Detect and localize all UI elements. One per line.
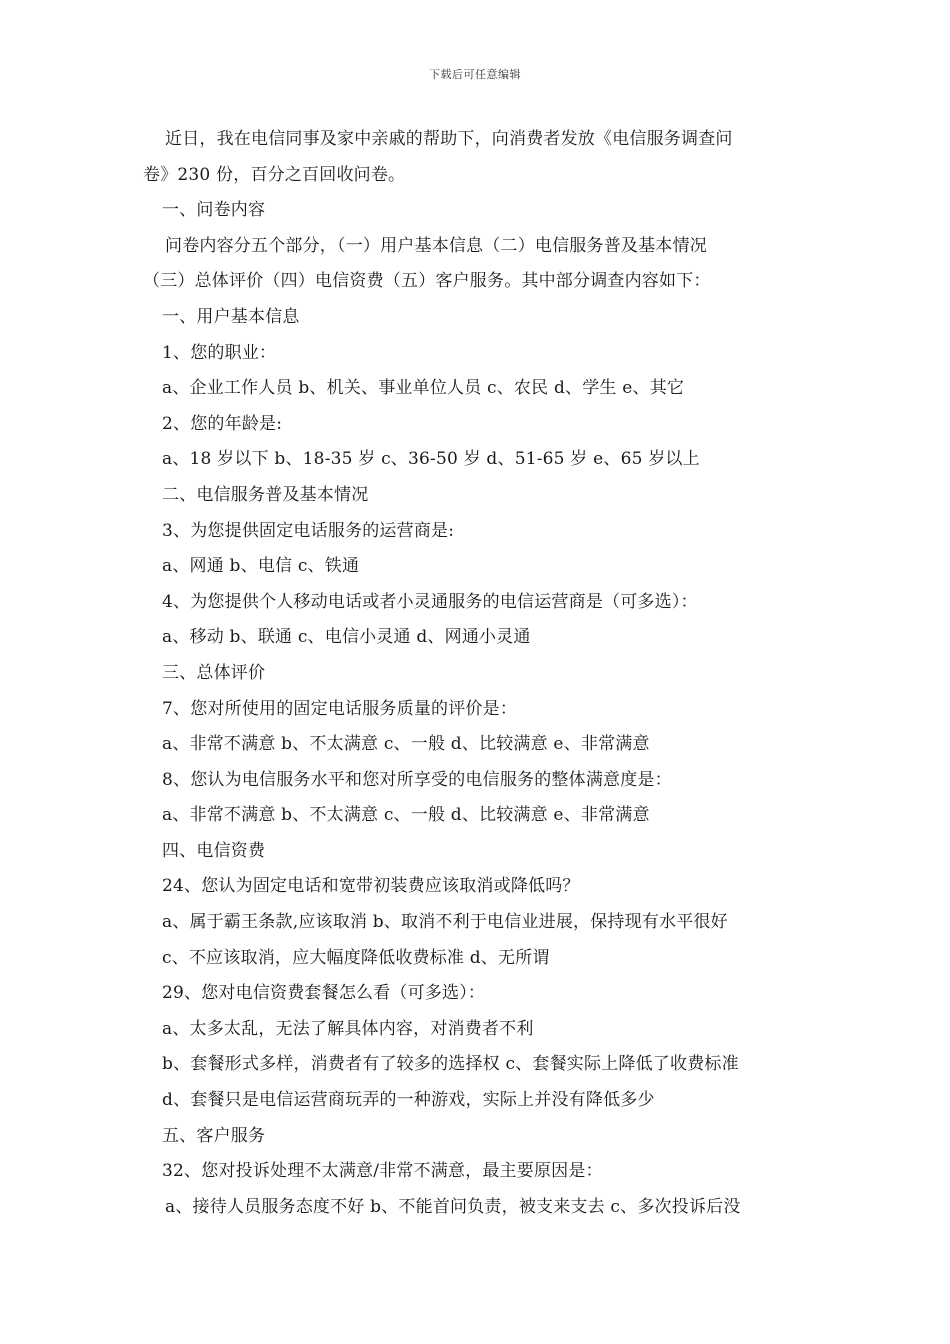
question-options: c、不应该取消，应大幅度降低收费标准 d、无所谓 (162, 947, 550, 968)
section-heading: 一、问卷内容 (162, 200, 266, 221)
section-heading: 三、总体评价 (162, 662, 266, 683)
question-options: a、18 岁以下 b、18-35 岁 c、36-50 岁 d、51-65 岁 e、65 岁以上 (162, 449, 700, 470)
question-options: a、移动 b、联通 c、电信小灵通 d、网通小灵通 (162, 627, 531, 648)
question-options: a、网通 b、电信 c、铁通 (162, 556, 360, 577)
question-options: a、非常不满意 b、不太满意 c、一般 d、比较满意 e、非常满意 (162, 734, 650, 755)
question: 3、为您提供固定电话服务的运营商是: (162, 520, 455, 541)
section-heading: 五、客户服务 (162, 1125, 266, 1146)
paragraph-line: （三）总体评价（四）电信资费（五）客户服务。其中部分调查内容如下： (143, 271, 711, 292)
question-options: a、属于霸王条款,应该取消 b、取消不利于电信业进展，保持现有水平很好 (162, 912, 728, 933)
question-options: a、企业工作人员 b、机关、事业单位人员 c、农民 d、学生 e、其它 (162, 378, 685, 399)
question: 7、您对所使用的固定电话服务质量的评价是： (162, 698, 518, 719)
question: 4、为您提供个人移动电话或者小灵通服务的电信运营商是（可多选）： (162, 591, 698, 612)
question-options: b、套餐形式多样，消费者有了较多的选择权 c、套餐实际上降低了收费标准 (162, 1054, 739, 1075)
document-body (143, 122, 811, 1225)
intro-paragraph-line: 近日，我在电信同事及家中亲戚的帮助下，向消费者发放《电信服务调查问 (165, 129, 733, 149)
question-options: a、接待人员服务态度不好 b、不能首问负责，被支来支去 c、多次投诉后没 (165, 1196, 741, 1217)
section-heading: 一、用户基本信息 (162, 306, 300, 327)
intro-paragraph-line: 卷》230 份，百分之百回收问卷。 (143, 164, 406, 185)
question: 8、您认为电信服务水平和您对所享受的电信服务的整体满意度是： (162, 769, 672, 790)
section-heading: 四、电信资费 (162, 840, 266, 861)
question-options: a、非常不满意 b、不太满意 c、一般 d、比较满意 e、非常满意 (162, 805, 650, 826)
page-header: 下载后可任意编辑 (429, 68, 521, 81)
question: 32、您对投诉处理不太满意/非常不满意，最主要原因是： (162, 1161, 603, 1182)
question: 24、您认为固定电话和宽带初装费应该取消或降低吗？ (162, 876, 580, 897)
question: 2、您的年龄是: (162, 413, 283, 434)
question: 1、您的职业： (162, 342, 277, 363)
section-heading: 二、电信服务普及基本情况 (162, 484, 369, 505)
question: 29、您对电信资费套餐怎么看（可多选）： (162, 983, 486, 1004)
question-options: d、套餐只是电信运营商玩弄的一种游戏，实际上并没有降低多少 (162, 1090, 655, 1111)
paragraph-line: 问卷内容分五个部分，（一）用户基本信息（二）电信服务普及基本情况 (165, 235, 707, 256)
question-options: a、太多太乱，无法了解具体内容，对消费者不利 (162, 1018, 534, 1039)
